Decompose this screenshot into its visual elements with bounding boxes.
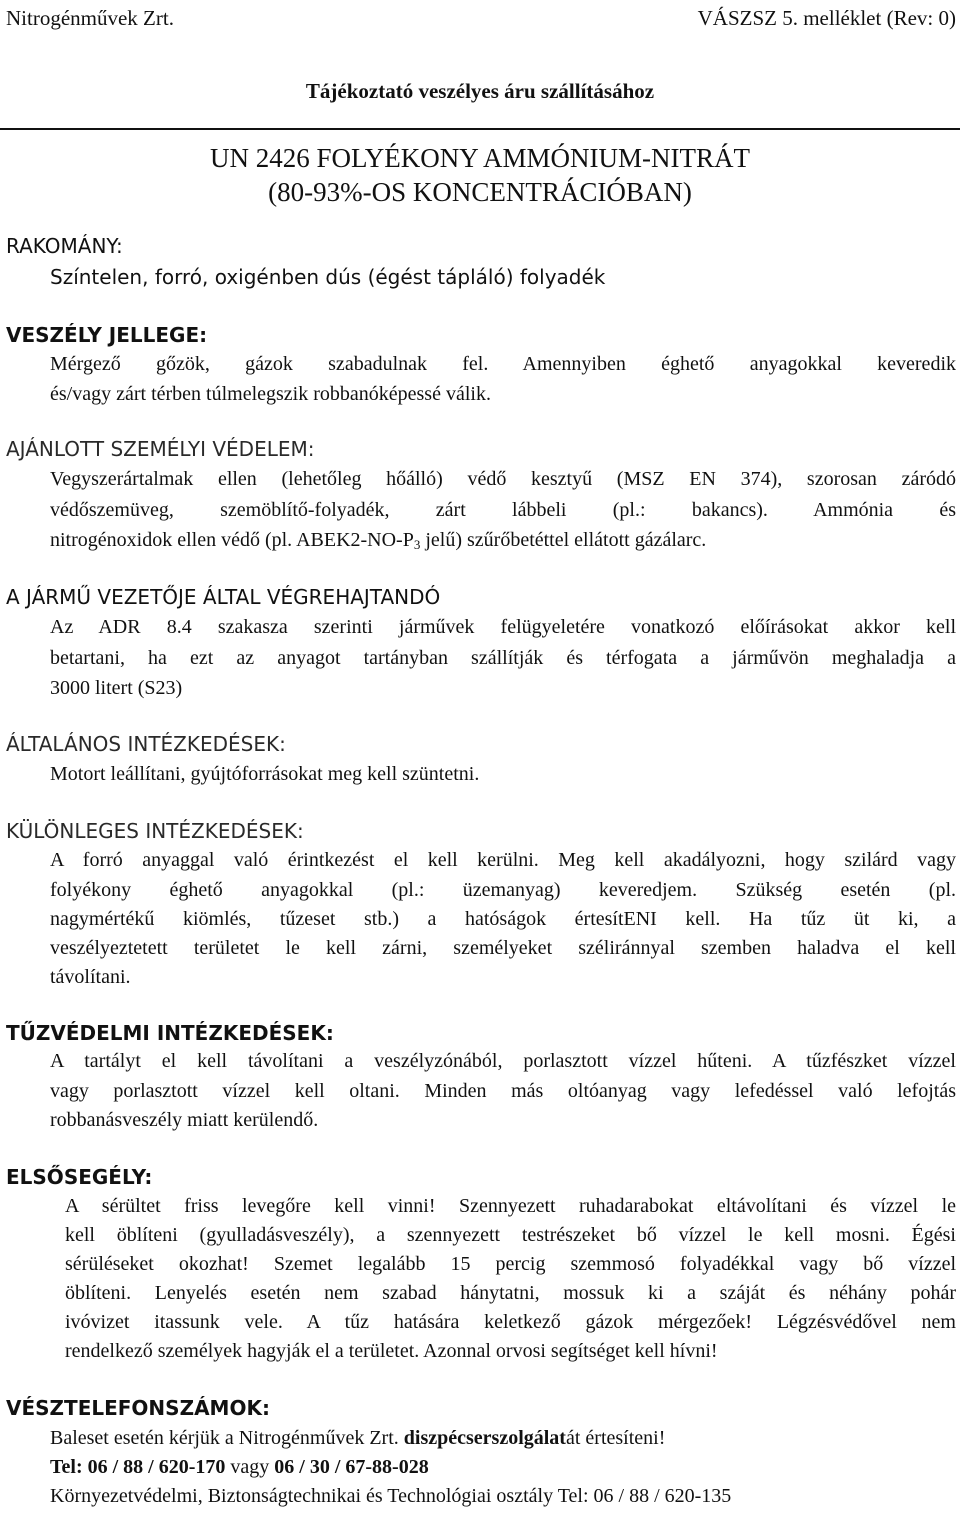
annex-label: VÁSZSZ 5. melléklet (Rev: 0): [697, 6, 956, 30]
driver-line-2: betartani, ha ezt az anyagot tartányban szállítják és térfogata a járművön meghaladja a: [50, 647, 956, 669]
fire-line-1: A tartályt el kell távolítani a veszélyzónából, porlasztott vízzel hűteni. A tűzfészket vízzel: [50, 1050, 956, 1072]
cargo-text: Színtelen, forró, oxigénben dús (égést tápláló) folyadék: [50, 265, 606, 289]
ppe-line-3-tail: jelű) szűrőbetéttel ellátott gázálarc.: [420, 529, 707, 551]
emergency-line-1-text: Baleset esetén kérjük a Nitrogénművek Zrt.: [50, 1427, 404, 1449]
special-line-3: nagymértékű kiömlés, tűzeset stb.) a hatóságok értesítENI kell. Ha tűz üt ki, a: [50, 908, 956, 930]
secondary-phone[interactable]: 06 / 30 / 67-88-028: [274, 1456, 429, 1478]
emergency-line-1: [50, 1424, 956, 1453]
ppe-heading: AJÁNLOTT SZEMÉLYI VÉDELEM:: [6, 437, 315, 461]
header-divider: [0, 128, 960, 130]
ppe-subscript: 3: [413, 537, 421, 552]
company-name: Nitrogénművek Zrt.: [6, 6, 174, 30]
general-heading: ÁLTALÁNOS INTÉZKEDÉSEK:: [6, 732, 286, 756]
firstaid-line-2: kell öblíteni (gyulladásveszély), a szennyezett testrészeket bő vízzel le kell mosni. Égési: [65, 1224, 956, 1246]
firstaid-line-4: öblíteni. Lenyelés esetén nem szabad hánytatni, mossuk ki a száját és néhány pohár: [65, 1282, 956, 1304]
special-line-4: veszélyeztetett területet le kell zárni, személyeket széliránnyal szemben haladva el kell: [50, 937, 956, 959]
firstaid-line-6: rendelkező személyek hagyják el a területet. Azonnal orvosi segítséget kell hívni!: [65, 1340, 718, 1362]
department-phone: Környezetvédelmi, Biztonságtechnikai és Technológiai osztály Tel: 06 / 88 / 620-135: [50, 1485, 732, 1507]
hazard-heading: VESZÉLY JELLEGE:: [6, 323, 208, 347]
emergency-heading: VÉSZTELEFONSZÁMOK:: [6, 1396, 270, 1420]
fire-line-3: robbanásveszély miatt kerülendő.: [50, 1109, 319, 1131]
emergency-phones: [50, 1453, 956, 1482]
hazard-line-2: és/vagy zárt térben túlmelegszik robbanóképessé válik.: [50, 383, 491, 405]
fire-line-2: vagy porlasztott vízzel kell oltani. Minden más oltóanyag vagy lefedéssel való lefojtás: [50, 1080, 956, 1102]
general-text: Motort leállítani, gyújtóforrásokat meg kell szüntetni.: [50, 763, 480, 785]
cargo-heading: RAKOMÁNY:: [6, 234, 123, 258]
special-line-1: A forró anyaggal való érintkezést el kell kerülni. Meg kell akadályozni, hogy szilárd vagy: [50, 849, 956, 871]
special-line-2: folyékony éghető anyagokkal (pl.: üzemanyag) keveredjem. Szükség esetén (pl.: [50, 879, 956, 901]
emergency-line-1-tail: át értesíteni!: [565, 1427, 666, 1449]
driver-heading: A JÁRMŰ VEZETŐJE ÁLTAL VÉGREHAJTANDÓ: [6, 585, 441, 609]
dispatcher-service: diszpécserszolgálat: [403, 1427, 566, 1449]
ppe-line-1: Vegyszerártalmak ellen (lehetőleg hőálló) védő kesztyű (MSZ EN 374), szorosan záródó: [50, 468, 956, 490]
ppe-line-2: védőszemüveg, szemöblítő-folyadék, zárt lábbeli (pl.: bakancs). Ammónia és: [50, 499, 956, 521]
phone-separator: vagy: [225, 1456, 275, 1478]
firstaid-line-1: A sérültet friss levegőre kell vinni! Szennyezett ruhadarabokat eltávolítani és vízzel le: [65, 1195, 956, 1217]
firstaid-line-3: sérüléseket okozhat! Szemet legalább 15 percig szemmosó folyadékkal vagy bő vízzel: [65, 1253, 956, 1275]
title-line-1: UN 2426 FOLYÉKONY AMMÓNIUM-NITRÁT: [209, 143, 751, 173]
primary-phone[interactable]: Tel: 06 / 88 / 620-170: [50, 1456, 226, 1478]
hazard-line-1: Mérgező gőzök, gázok szabadulnak fel. Amennyiben éghető anyagokkal keveredik: [50, 353, 956, 375]
firstaid-heading: ELSŐSEGÉLY:: [6, 1165, 153, 1189]
special-heading: KÜLÖNLEGES INTÉZKEDÉSEK:: [6, 819, 304, 843]
ppe-line-3: [50, 526, 956, 555]
special-line-5: távolítani.: [50, 966, 131, 988]
ppe-line-3-text: nitrogénoxidok ellen védő (pl. ABEK2-NO-P: [50, 529, 414, 551]
firstaid-line-5: ivóvizet itassunk vele. A tűz hatására keletkező gázok mérgezőek! Légzésvédővel nem: [65, 1311, 956, 1333]
fire-heading: TŰZVÉDELMI INTÉZKEDÉSEK:: [6, 1021, 334, 1045]
title-line-2: (80-93%-OS KONCENTRÁCIÓBAN): [268, 177, 692, 207]
driver-line-1: Az ADR 8.4 szakasza szerinti járművek felügyeletére vonatkozó előírásokat akkor kell: [50, 616, 956, 638]
driver-line-3: 3000 litert (S23): [50, 677, 183, 699]
document-subtitle: Tájékoztató veszélyes áru szállításához: [305, 79, 655, 103]
